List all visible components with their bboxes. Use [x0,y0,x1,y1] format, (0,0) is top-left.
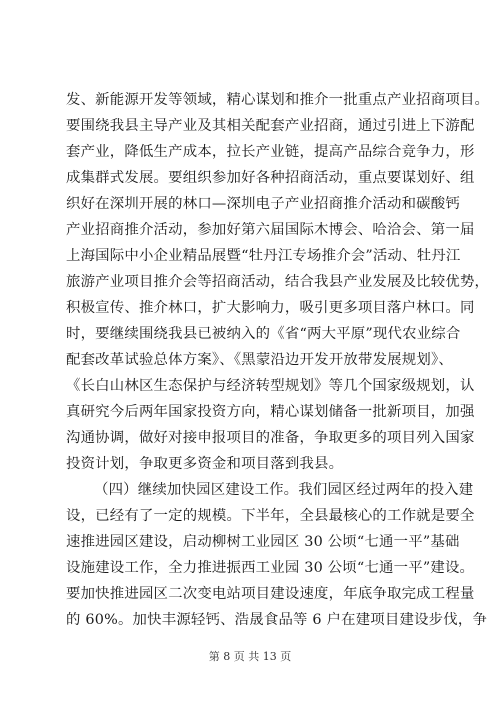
section-heading-line: （四）继续加快园区建设工作。我们园区经过两年的投入建 [94,482,474,498]
text-line: 积极宣传、推介林口，扩大影响力，吸引更多项目落户林口。同 [66,300,475,316]
text-line: 要加快推进园区二次变电站项目建设速度，年底争取完成工程量 [66,586,475,602]
text-line: 设施建设工作，全力推进振西工业园 30 公顷“七通一平”建设。 [66,560,475,576]
text-line: 配套改革试验总体方案》、《黑蒙沿边开发开放带发展规划》、 [66,352,453,368]
page-number-footer: 第 8 页 共 13 页 [208,650,292,663]
text-line: 旅游产业项目推介会等招商活动，结合我县产业发展及比较优势， [66,274,490,290]
text-line: 要围绕我县主导产业及其相关配套产业招商，通过引进上下游配 [66,118,475,134]
text-line: 真研究今后两年国家投资方向，精心谋划储备一批新项目，加强 [66,404,475,420]
text-line: 沟通协调，做好对接申报项目的准备，争取更多的项目列入国家 [66,430,475,446]
text-line: 产业招商推介活动，参加好第六届国际木博会、哈洽会、第一届 [66,222,475,238]
text-line: 投资计划，争取更多资金和项目落到我县。 [66,456,344,472]
text-line: 套产业，降低生产成本，拉长产业链，提高产品综合竞争力，形 [66,144,475,160]
text-line: 发、新能源开发等领域，精心谋划和推介一批重点产业招商项目。 [66,92,490,108]
text-line: 上海国际中小企业精品展暨“牡丹江专场推介会”活动、牡丹江 [66,248,461,264]
text-line: 织好在深圳开展的林口—深圳电子产业招商推介活动和碳酸钙 [66,196,460,212]
text-line: 成集群式发展。要组织参加好各种招商活动，重点要谋划好、组 [66,170,475,186]
text-line: 速推进园区建设，启动柳树工业园区 30 公顷“七通一平”基础 [66,534,460,550]
text-line: 时，要继续围绕我县已被纳入的《省“两大平原”现代农业综合 [66,326,461,342]
body-text [66,87,490,633]
text-line: 《长白山林区生态保护与经济转型规划》等几个国家级规划，认 [66,378,475,394]
text-line: 的 60%。加快丰源轻钙、浩晟食品等 6 户在建项目建设步伐，争 [66,612,488,628]
text-line: 设，已经有了一定的规模。下半年，全县最核心的工作就是要全 [66,508,475,524]
